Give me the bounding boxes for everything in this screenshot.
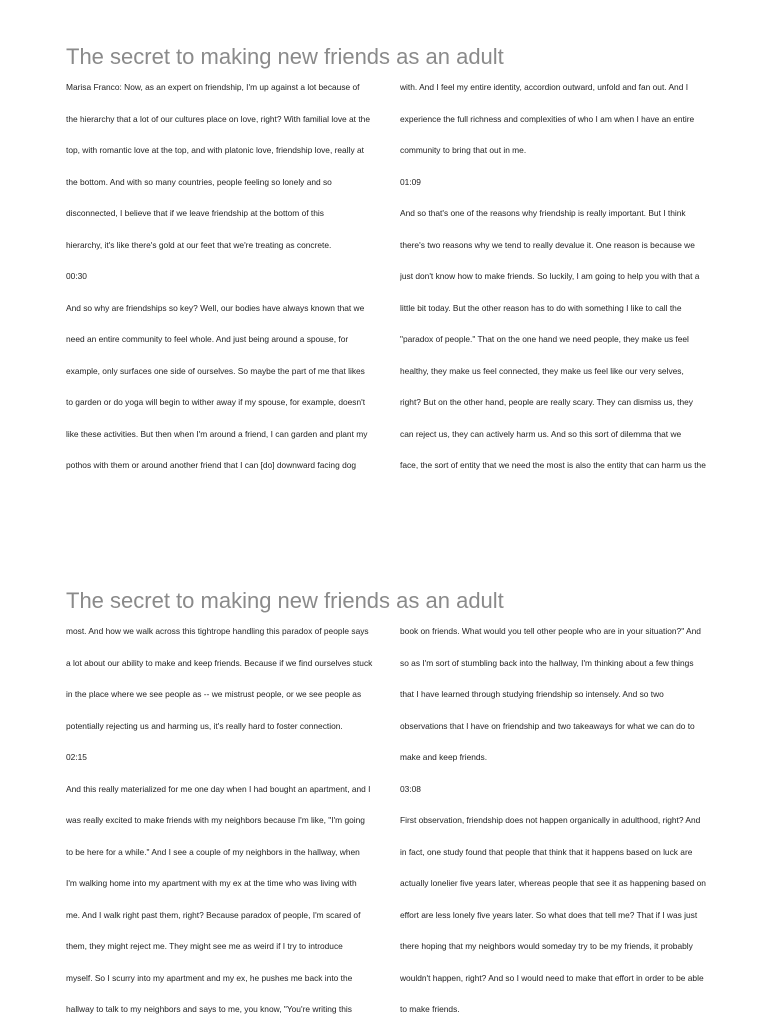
text-line: make and keep friends. (400, 752, 488, 762)
text-line: there's two reasons why we tend to really devalue it. One reason is because we (400, 239, 695, 250)
right-column (400, 616, 710, 1026)
text-line: hallway to talk to my neighbors and says to me, you know, "You're writing this (66, 1004, 352, 1014)
text-line: book on friends. What would you tell other people who are in your situation?" And (400, 626, 701, 636)
text-line: need an entire community to feel whole. And just being around a spouse, for (66, 334, 349, 344)
text-line: the hierarchy that a lot of our cultures place on love, right? With familial love at the (66, 113, 370, 124)
text-line: hierarchy, it's like there's gold at our feet that we're treating as concrete. (66, 239, 332, 250)
text-line: little bit today. But the other reason has to do with something I like to call the (400, 302, 682, 313)
text-line: there hoping that my neighbors would someday try to be my friends, it probably (400, 941, 693, 951)
text-line: healthy, they make us feel connected, they make us feel like our very selves, (400, 365, 684, 376)
text-line: 02:15 (66, 752, 87, 762)
page-title: The secret to making new friends as an adult (66, 44, 504, 69)
text-line: observations that I have on friendship and two takeaways for what we can do to (400, 720, 695, 731)
text-line: can reject us, they can actively harm us. And so this sort of dilemma that we (400, 428, 682, 439)
text-line: 03:08 (400, 783, 421, 794)
text-line: "paradox of people." That on the one hand we need people, they make us feel (400, 334, 689, 344)
text-line: in fact, one study found that people that think that it happens based on luck are (400, 846, 693, 857)
text-line: like these activities. But then when I'm around a friend, I can garden and plant my (66, 428, 368, 439)
text-line: community to bring that out in me. (400, 145, 527, 155)
text-line: to be here for a while." And I see a couple of my neighbors in the hallway, when (66, 846, 360, 857)
text-line: 01:09 (400, 176, 421, 187)
text-line: experience the full richness and complexities of who I am when I have an entire (400, 113, 695, 124)
text-line: the bottom. And with so many countries, people feeling so lonely and so (66, 176, 332, 187)
text-line: actually lonelier five years later, whereas people that see it as happening based on (400, 878, 706, 888)
page-title: The secret to making new friends as an adult (66, 588, 504, 613)
text-line: in the place where we see people as -- we mistrust people, or we see people as (66, 689, 362, 699)
text-line: 00:30 (66, 271, 87, 281)
text-line: with. And I feel my entire identity, accordion outward, unfold and fan out. And I (400, 82, 689, 92)
text-line: effort are less lonely five years later. So what does that tell me? That if I was just (400, 909, 698, 920)
text-line: face, the sort of entity that we need the most is also the entity that can harm us the (400, 460, 706, 470)
text-line: myself. So I scurry into my apartment and my ex, he pushes me back into the (66, 972, 353, 983)
left-column (66, 72, 376, 482)
text-line: top, with romantic love at the top, and with platonic love, friendship love, really at (66, 145, 364, 155)
text-line: just don't know how to make friends. So luckily, I am going to help you with that a (400, 271, 700, 281)
text-line: pothos with them or around another friend that I can [do] downward facing dog (66, 460, 357, 470)
text-line: right? But on the other hand, people are really scary. They can dismiss us, they (400, 397, 693, 407)
text-line: I'm walking home into my apartment with my ex at the time who was living with (66, 878, 357, 888)
text-line: First observation, friendship does not happen organically in adulthood, right? And (400, 815, 701, 825)
text-line: that I have learned through studying friendship so intensely. And so two (400, 689, 664, 699)
text-line: disconnected, I believe that if we leave friendship at the bottom of this (66, 208, 324, 218)
text-line: example, only surfaces one side of ourselves. So maybe the part of me that likes (66, 365, 365, 376)
text-line: so as I'm sort of stumbling back into the hallway, I'm thinking about a few things (400, 657, 694, 668)
text-line: Marisa Franco: Now, as an expert on friendship, I'm up against a lot because of (66, 82, 360, 92)
text-line: me. And I walk right past them, right? Because paradox of people, I'm scared of (66, 909, 361, 920)
text-line: And so that's one of the reasons why friendship is really important. But I think (400, 208, 686, 218)
text-line: a lot about our ability to make and keep friends. Because if we find ourselves stuck (66, 657, 373, 668)
text-line: most. And how we walk across this tightrope handling this paradox of people says (66, 626, 369, 636)
text-line: And this really materialized for me one day when I had bought an apartment, and I (66, 783, 371, 794)
text-line: was really excited to make friends with my neighbors because I'm like, "I'm going (66, 815, 365, 825)
document-page-2 (0, 540, 768, 1024)
text-line: to garden or do yoga will begin to wither away if my spouse, for example, doesn't (66, 397, 366, 407)
text-line: them, they might reject me. They might see me as weird if I try to introduce (66, 941, 343, 951)
right-column (400, 72, 710, 482)
text-line: wouldn't happen, right? And so I would need to make that effort in order to be able (400, 972, 704, 983)
text-line: potentially rejecting us and harming us, it's really hard to foster connection. (66, 720, 343, 731)
text-line: to make friends. (400, 1004, 460, 1014)
left-column (66, 616, 376, 1026)
text-line: And so why are friendships so key? Well, our bodies have always known that we (66, 302, 365, 313)
